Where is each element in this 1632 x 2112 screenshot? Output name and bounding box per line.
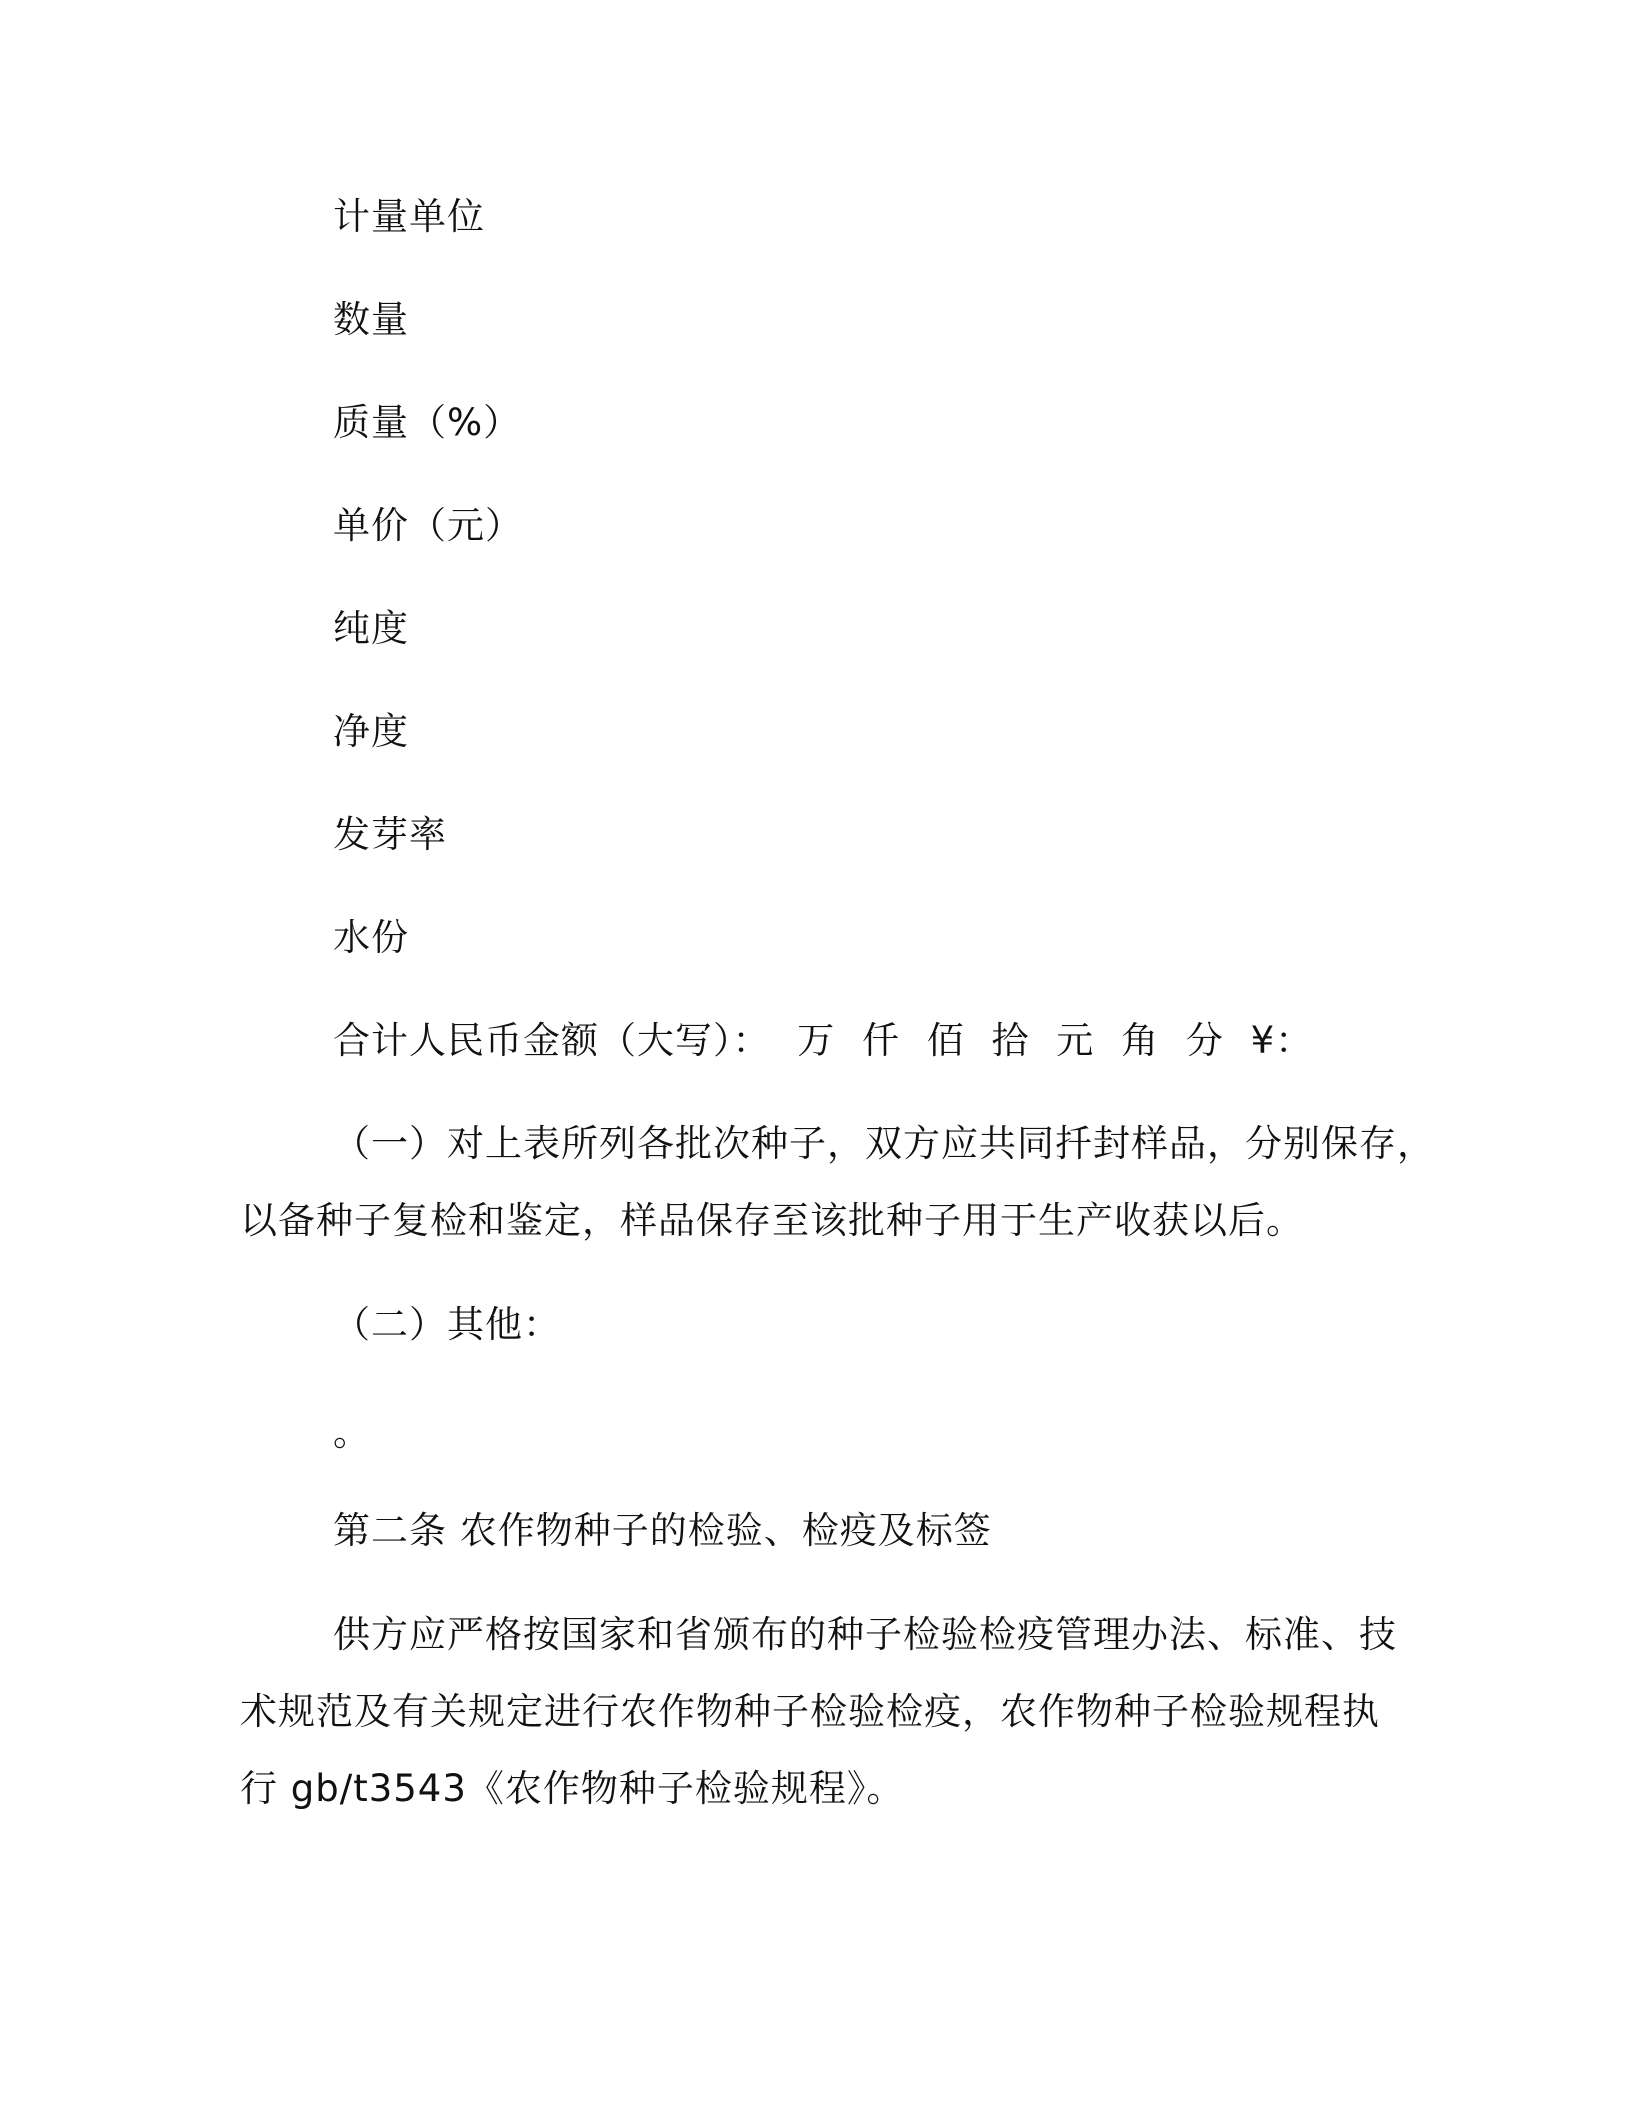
item-measure-unit: 计量单位 [333,195,485,238]
article-two-line-1: 供方应严格按国家和省颁布的种子检验检疫管理办法、标准、技 [333,1613,1397,1656]
article-two-line-2: 术规范及有关规定进行农作物种子检验检疫，农作物种子检验规程执 [240,1690,1380,1733]
clause-one-line-2: 以备种子复检和鉴定，样品保存至该批种子用于生产收获以后。 [240,1199,1304,1242]
article-two-line-3: 行 gb/t3543《农作物种子检验规程》。 [240,1767,905,1810]
clause-one-line-1: （一）对上表所列各批次种子，双方应共同扦封样品，分别保存， [333,1122,1435,1165]
item-cleanliness: 净度 [333,710,409,753]
item-purity: 纯度 [333,607,409,650]
total-amount-line: 合计人民币金额（大写）： 万 仟 佰 拾 元 角 分 ¥： [333,1019,1314,1062]
item-germination-rate: 发芽率 [333,813,447,856]
item-quantity: 数量 [333,298,409,341]
item-quality: 质量（%） [333,401,522,444]
item-moisture: 水份 [333,916,409,959]
article-two-title: 第二条 农作物种子的检验、检疫及标签 [333,1509,992,1552]
period-mark: 。 [333,1411,371,1454]
clause-two: （二）其他： [333,1303,561,1346]
item-unit-price: 单价（元） [333,504,523,547]
